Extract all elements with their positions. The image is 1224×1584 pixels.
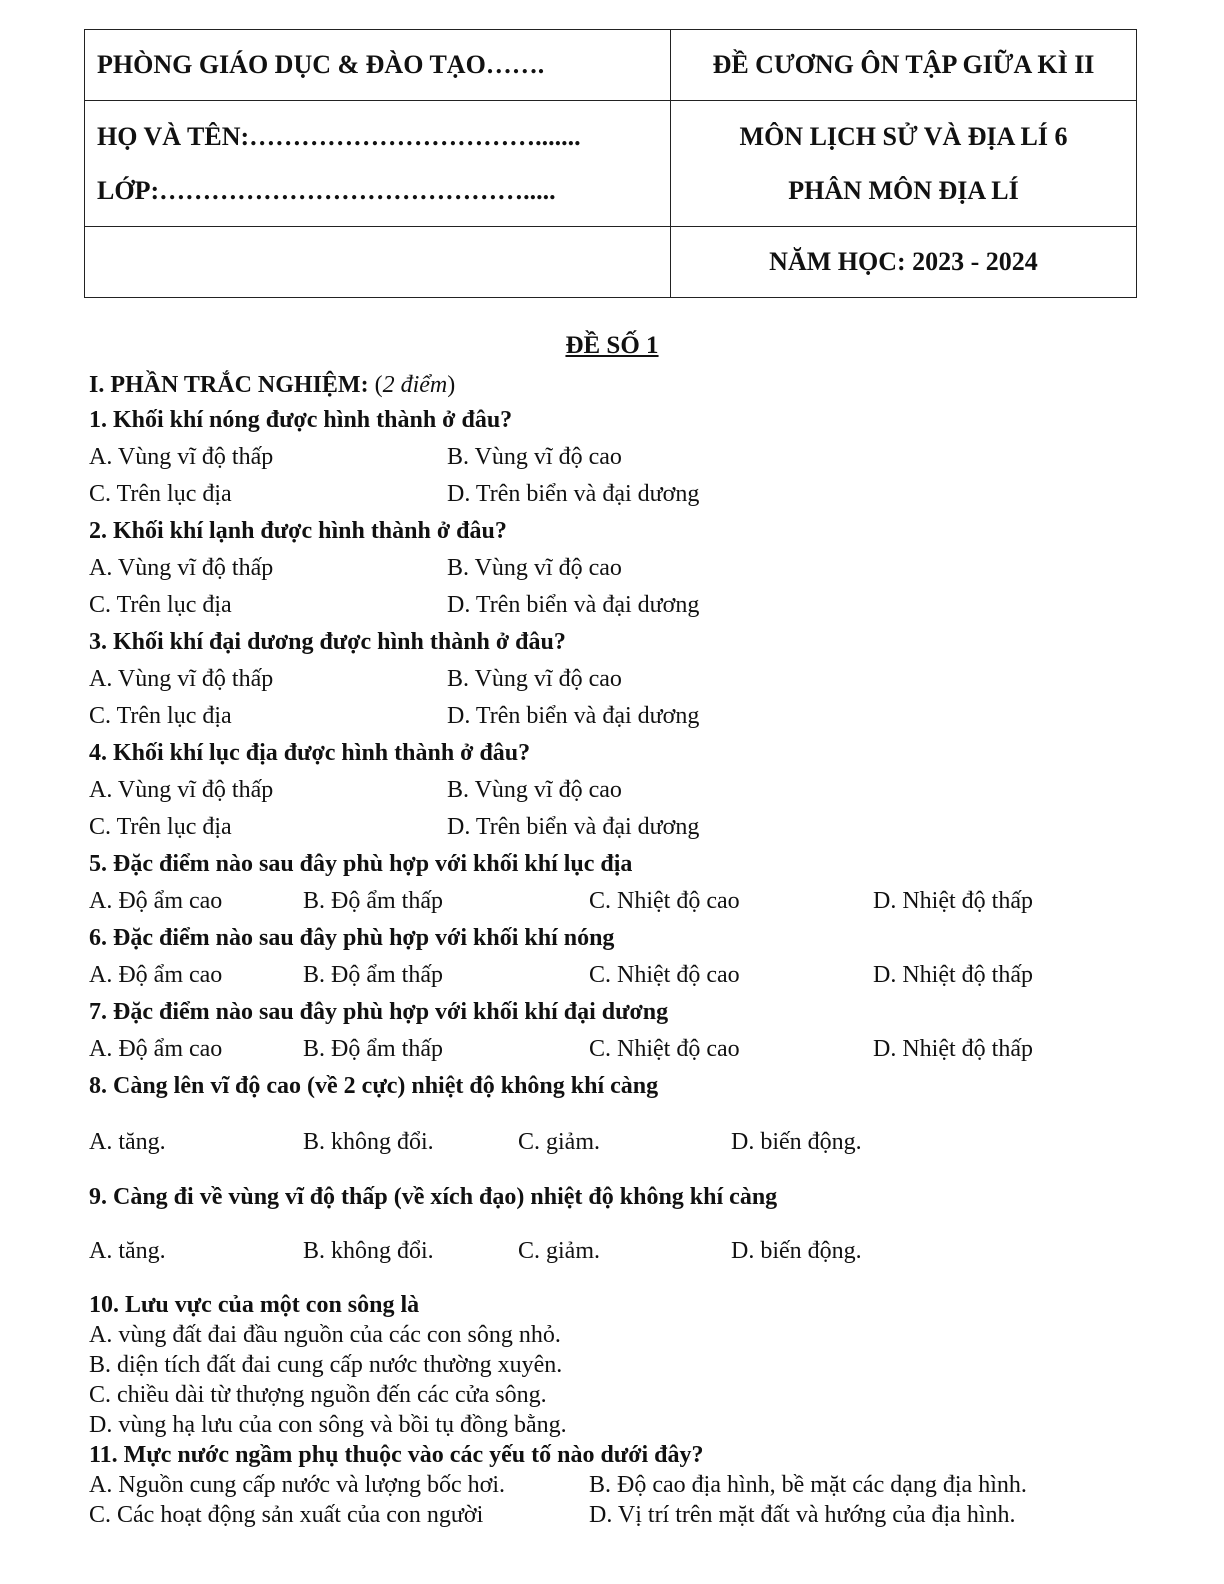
options-row — [89, 550, 1189, 587]
department-cell — [85, 30, 671, 101]
class-label: LỚP:……………………………………..... — [97, 175, 556, 205]
question-3: 3. Khối khí đại dương được hình thành ở đâu? — [89, 629, 566, 655]
student-info-cell — [85, 101, 671, 227]
option-a: A. tăng. — [89, 1238, 166, 1264]
question-8: 8. Càng lên vĩ độ cao (về 2 cực) nhiệt độ không khí càng — [89, 1073, 659, 1099]
option-c: C. giảm. — [518, 1129, 600, 1155]
option-d: D. biến động. — [731, 1238, 862, 1264]
option-d: D. Trên biển và đại dương — [447, 703, 700, 729]
subject-cell — [671, 101, 1137, 227]
section-points: 2 điểm — [382, 372, 448, 398]
options-row — [89, 587, 1189, 624]
options-row — [89, 1216, 1189, 1290]
options-row — [89, 1470, 1189, 1500]
option-a: A. tăng. — [89, 1129, 166, 1155]
option-b: B. không đổi. — [303, 1238, 434, 1264]
option-b: B. Độ ẩm thấp — [303, 888, 443, 914]
option-a: A. Độ ẩm cao — [89, 962, 223, 988]
option-a: A. Vùng vĩ độ thấp — [89, 777, 274, 803]
option-d: D. Trên biển và đại dương — [447, 481, 700, 507]
option-c: C. Trên lục địa — [89, 592, 232, 618]
option-c: C. Nhiệt độ cao — [589, 962, 740, 988]
option-a: A. Vùng vĩ độ thấp — [89, 444, 274, 470]
name-label: HỌ VÀ TÊN:……………………………....... — [97, 121, 581, 151]
question-5: 5. Đặc điểm nào sau đây phù hợp với khối khí lục địa — [89, 851, 633, 877]
options-row — [89, 1500, 1189, 1530]
option-b: B. Độ ẩm thấp — [303, 1036, 443, 1062]
section-heading — [89, 368, 1189, 402]
option-d: D. Nhiệt độ thấp — [873, 888, 1033, 914]
question-6: 6. Đặc điểm nào sau đây phù hợp với khối khí nóng — [89, 925, 615, 951]
option-d: D. Nhiệt độ thấp — [873, 962, 1033, 988]
question-1: 1. Khối khí nóng được hình thành ở đâu? — [89, 407, 513, 433]
question-9: 9. Càng đi về vùng vĩ độ thấp (về xích đạo) nhiệt độ không khí càng — [89, 1184, 778, 1210]
option-c: C. Trên lục địa — [89, 703, 232, 729]
option-c: C. Trên lục địa — [89, 481, 232, 507]
option-a: A. vùng đất đai đầu nguồn của các con sông nhỏ. — [89, 1322, 561, 1348]
options-row — [89, 883, 1189, 920]
options-row — [89, 809, 1189, 846]
school-year: NĂM HỌC: 2023 - 2024 — [769, 247, 1038, 276]
exam-content — [89, 368, 1189, 1530]
department: PHÒNG GIÁO DỤC & ĐÀO TẠO……. — [97, 50, 545, 79]
options-row — [89, 957, 1189, 994]
option-d: D. Nhiệt độ thấp — [873, 1036, 1033, 1062]
options-row — [89, 476, 1189, 513]
option-b: B. Vùng vĩ độ cao — [447, 666, 622, 692]
option-d: D. biến động. — [731, 1129, 862, 1155]
paren-open: ( — [374, 372, 383, 398]
paren-close: ) — [447, 372, 456, 398]
option-b: B. Độ ẩm thấp — [303, 962, 443, 988]
option-b: B. Vùng vĩ độ cao — [447, 444, 622, 470]
option-a: A. Nguồn cung cấp nước và lượng bốc hơi. — [89, 1472, 506, 1498]
options-row — [89, 439, 1189, 476]
section-title: I. PHẦN TRẮC NGHIỆM: — [89, 372, 375, 398]
option-d: D. Vị trí trên mặt đất và hướng của địa hình. — [589, 1502, 1016, 1528]
header-table — [84, 29, 1137, 298]
subsubject: PHÂN MÔN ĐỊA LÍ — [788, 175, 1019, 205]
options-row — [89, 1031, 1189, 1068]
option-c: C. Trên lục địa — [89, 814, 232, 840]
option-a: A. Độ ẩm cao — [89, 888, 223, 914]
doc-title-cell — [671, 30, 1137, 101]
option-b: B. diện tích đất đai cung cấp nước thường xuyên. — [89, 1352, 563, 1378]
options-row — [89, 1105, 1189, 1179]
question-7: 7. Đặc điểm nào sau đây phù hợp với khối khí đại dương — [89, 999, 669, 1025]
option-b: B. Vùng vĩ độ cao — [447, 777, 622, 803]
option-c: C. giảm. — [518, 1238, 600, 1264]
exam-title: ĐỀ SỐ 1 — [565, 332, 659, 359]
subject: MÔN LỊCH SỬ VÀ ĐỊA LÍ 6 — [739, 121, 1068, 151]
options-row — [89, 661, 1189, 698]
option-b: B. Vùng vĩ độ cao — [447, 555, 622, 581]
options-row — [89, 772, 1189, 809]
question-10: 10. Lưu vực của một con sông là — [89, 1292, 420, 1318]
option-d: D. vùng hạ lưu của con sông và bồi tụ đồng bằng. — [89, 1412, 567, 1438]
school-year-cell — [671, 227, 1137, 298]
option-d: D. Trên biển và đại dương — [447, 814, 700, 840]
option-b: B. không đổi. — [303, 1129, 434, 1155]
options-row — [89, 698, 1189, 735]
question-2: 2. Khối khí lạnh được hình thành ở đâu? — [89, 518, 507, 544]
empty-cell — [85, 227, 671, 298]
option-c: C. Nhiệt độ cao — [589, 1036, 740, 1062]
option-b: B. Độ cao địa hình, bề mặt các dạng địa hình. — [589, 1472, 1027, 1498]
option-d: D. Trên biển và đại dương — [447, 592, 700, 618]
option-c: C. chiều dài từ thượng nguồn đến các cửa sông. — [89, 1382, 547, 1408]
question-4: 4. Khối khí lục địa được hình thành ở đâu? — [89, 740, 531, 766]
option-a: A. Độ ẩm cao — [89, 1036, 223, 1062]
doc-title: ĐỀ CƯƠNG ÔN TẬP GIỮA KÌ II — [712, 50, 1095, 79]
question-11: 11. Mực nước ngầm phụ thuộc vào các yếu tố nào dưới đây? — [89, 1442, 704, 1468]
option-a: A. Vùng vĩ độ thấp — [89, 555, 274, 581]
option-a: A. Vùng vĩ độ thấp — [89, 666, 274, 692]
option-c: C. Nhiệt độ cao — [589, 888, 740, 914]
option-c: C. Các hoạt động sản xuất của con người — [89, 1502, 484, 1528]
